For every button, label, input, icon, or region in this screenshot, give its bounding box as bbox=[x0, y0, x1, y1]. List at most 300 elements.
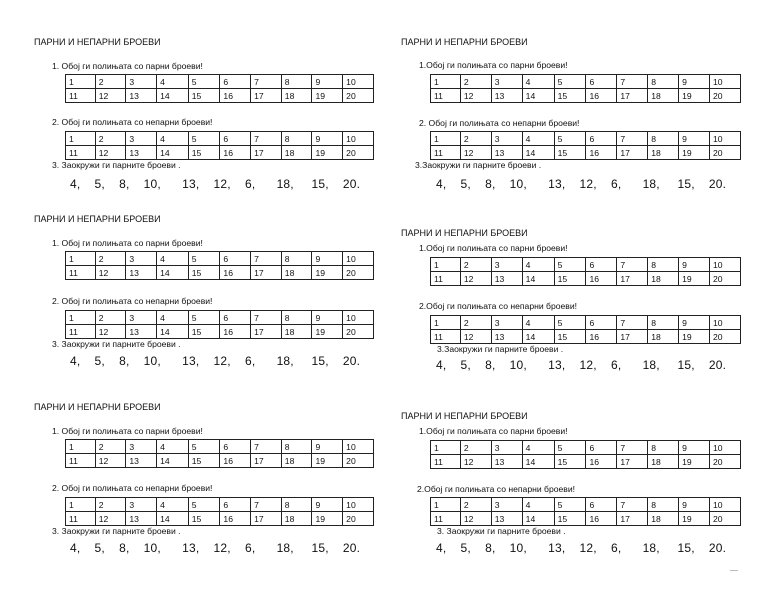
number-cell[interactable]: 8 bbox=[648, 75, 679, 89]
number-cell[interactable]: 11 bbox=[66, 266, 96, 280]
number-cell[interactable]: 19 bbox=[679, 89, 710, 103]
number-table-1 bbox=[65, 251, 374, 280]
worksheet-title: ПАРНИ И НЕПАРНИ БРОЕВИ bbox=[401, 37, 528, 47]
number-cell[interactable]: 5 bbox=[188, 440, 220, 454]
number-cell[interactable]: 12 bbox=[460, 512, 491, 526]
number-cell[interactable]: 3 bbox=[491, 258, 522, 272]
number-cell[interactable]: 12 bbox=[95, 146, 126, 160]
number-table-1 bbox=[65, 74, 374, 103]
number-cell[interactable]: 19 bbox=[312, 454, 343, 468]
scan-mark bbox=[730, 570, 738, 571]
number-cell[interactable]: 1 bbox=[66, 252, 96, 266]
question-3: 3. Заокружи ги парните броеви . bbox=[437, 526, 566, 536]
number-cell[interactable]: 19 bbox=[312, 89, 343, 103]
number-cell[interactable]: 10 bbox=[710, 258, 741, 272]
number-cell[interactable]: 3 bbox=[491, 75, 522, 89]
number-cell[interactable]: 5 bbox=[554, 498, 586, 512]
number-table-2 bbox=[65, 497, 374, 526]
number-cell[interactable]: 9 bbox=[679, 132, 710, 146]
number-cell[interactable]: 7 bbox=[251, 252, 282, 266]
number-cell[interactable]: 19 bbox=[679, 512, 710, 526]
number-cell[interactable]: 1 bbox=[431, 75, 461, 89]
number-cell[interactable]: 9 bbox=[679, 441, 710, 455]
number-cell[interactable]: 4 bbox=[157, 440, 189, 454]
worksheet-left-1 bbox=[34, 37, 374, 217]
number-cell[interactable]: 18 bbox=[648, 330, 679, 344]
number-cell[interactable]: 16 bbox=[586, 146, 617, 160]
number-cell[interactable]: 17 bbox=[617, 455, 648, 469]
number-cell[interactable]: 6 bbox=[220, 440, 251, 454]
table-row bbox=[66, 498, 374, 512]
number-cell[interactable]: 9 bbox=[679, 75, 710, 89]
table-row bbox=[66, 440, 374, 454]
number-cell[interactable]: 15 bbox=[554, 330, 586, 344]
number-cell[interactable]: 12 bbox=[460, 455, 491, 469]
number-cell[interactable]: 6 bbox=[586, 316, 617, 330]
number-cell[interactable]: 14 bbox=[522, 455, 554, 469]
number-cell[interactable]: 13 bbox=[491, 89, 522, 103]
number-cell[interactable]: 19 bbox=[679, 272, 710, 286]
table-row bbox=[66, 75, 374, 89]
number-cell[interactable]: 6 bbox=[586, 132, 617, 146]
table-row bbox=[431, 498, 741, 512]
number-cell[interactable]: 18 bbox=[648, 146, 679, 160]
question-1: 1.Обој ги полињата со парни броеви! bbox=[419, 243, 568, 253]
question-1: 1. Обој ги полињата со парни броеви! bbox=[52, 426, 203, 436]
number-cell[interactable]: 16 bbox=[220, 325, 251, 339]
number-cell[interactable]: 16 bbox=[220, 146, 251, 160]
table-row bbox=[66, 325, 374, 339]
number-cell[interactable]: 16 bbox=[220, 266, 251, 280]
table-row bbox=[431, 512, 741, 526]
number-cell[interactable]: 7 bbox=[617, 75, 648, 89]
number-cell[interactable]: 11 bbox=[66, 89, 96, 103]
worksheet-right-2 bbox=[401, 228, 741, 408]
number-cell[interactable]: 20 bbox=[710, 330, 741, 344]
number-cell[interactable]: 4 bbox=[522, 316, 554, 330]
number-cell[interactable]: 20 bbox=[710, 146, 741, 160]
number-cell[interactable]: 9 bbox=[679, 498, 710, 512]
table-row bbox=[431, 441, 741, 455]
number-cell[interactable]: 3 bbox=[491, 132, 522, 146]
number-cell[interactable]: 2 bbox=[460, 258, 491, 272]
number-cell[interactable]: 4 bbox=[157, 132, 189, 146]
number-cell[interactable]: 16 bbox=[586, 272, 617, 286]
number-cell[interactable]: 14 bbox=[522, 89, 554, 103]
number-cell[interactable]: 20 bbox=[710, 455, 741, 469]
number-cell[interactable]: 9 bbox=[312, 311, 343, 325]
question-2: 2.Обој ги полињата со непарни броеви! bbox=[417, 484, 576, 494]
number-cell[interactable]: 17 bbox=[617, 330, 648, 344]
number-cell[interactable]: 18 bbox=[648, 89, 679, 103]
number-cell[interactable]: 4 bbox=[522, 132, 554, 146]
worksheet-title: ПАРНИ И НЕПАРНИ БРОЕВИ bbox=[34, 402, 161, 412]
number-cell[interactable]: 10 bbox=[343, 311, 374, 325]
number-cell[interactable]: 20 bbox=[343, 146, 374, 160]
number-cell[interactable]: 14 bbox=[522, 512, 554, 526]
number-cell[interactable]: 1 bbox=[66, 132, 96, 146]
number-cell[interactable]: 2 bbox=[460, 441, 491, 455]
question-2: 2. Обој ги полињата со непарни броеви! bbox=[419, 118, 580, 128]
number-cell[interactable]: 6 bbox=[586, 441, 617, 455]
number-cell[interactable]: 18 bbox=[281, 89, 312, 103]
number-cell[interactable]: 6 bbox=[586, 498, 617, 512]
question-2: 2. Обој ги полињата со непарни броеви! bbox=[52, 117, 213, 127]
number-list: 4, 5, 8, 10, 13, 12, 6, 18, 15, 20. bbox=[70, 177, 361, 191]
number-cell[interactable]: 8 bbox=[281, 498, 312, 512]
number-cell[interactable]: 19 bbox=[312, 512, 343, 526]
number-cell[interactable]: 3 bbox=[491, 498, 522, 512]
number-cell[interactable]: 15 bbox=[554, 455, 586, 469]
table-row bbox=[431, 132, 741, 146]
number-cell[interactable]: 17 bbox=[617, 272, 648, 286]
number-cell[interactable]: 5 bbox=[554, 441, 586, 455]
number-cell[interactable]: 7 bbox=[617, 441, 648, 455]
number-cell[interactable]: 18 bbox=[281, 325, 312, 339]
question-1: 1. Обој ги полињата со парни броеви! bbox=[52, 61, 203, 71]
number-cell[interactable]: 8 bbox=[648, 498, 679, 512]
table-row bbox=[431, 89, 741, 103]
table-row bbox=[431, 330, 741, 344]
table-row bbox=[66, 266, 374, 280]
number-cell[interactable]: 7 bbox=[251, 132, 282, 146]
worksheet-title: ПАРНИ И НЕПАРНИ БРОЕВИ bbox=[34, 214, 161, 224]
number-cell[interactable]: 14 bbox=[157, 89, 189, 103]
number-cell[interactable]: 7 bbox=[251, 75, 282, 89]
number-cell[interactable]: 12 bbox=[460, 272, 491, 286]
number-cell[interactable]: 16 bbox=[586, 455, 617, 469]
number-cell[interactable]: 13 bbox=[491, 330, 522, 344]
worksheet-right-3 bbox=[401, 411, 741, 591]
table-row bbox=[431, 146, 741, 160]
number-cell[interactable]: 16 bbox=[586, 512, 617, 526]
number-cell[interactable]: 20 bbox=[710, 89, 741, 103]
number-cell[interactable]: 13 bbox=[491, 146, 522, 160]
number-cell[interactable]: 10 bbox=[343, 75, 374, 89]
number-cell[interactable]: 12 bbox=[95, 512, 126, 526]
number-cell[interactable]: 14 bbox=[522, 146, 554, 160]
number-cell[interactable]: 4 bbox=[522, 75, 554, 89]
number-cell[interactable]: 3 bbox=[491, 441, 522, 455]
number-cell[interactable]: 17 bbox=[251, 512, 282, 526]
number-cell[interactable]: 1 bbox=[431, 132, 461, 146]
number-cell[interactable]: 13 bbox=[126, 146, 157, 160]
number-cell[interactable]: 19 bbox=[312, 325, 343, 339]
number-cell[interactable]: 11 bbox=[66, 146, 96, 160]
number-cell[interactable]: 19 bbox=[679, 146, 710, 160]
number-cell[interactable]: 1 bbox=[431, 316, 461, 330]
number-cell[interactable]: 7 bbox=[617, 316, 648, 330]
number-cell[interactable]: 14 bbox=[157, 266, 189, 280]
number-cell[interactable]: 14 bbox=[157, 454, 189, 468]
number-cell[interactable]: 17 bbox=[251, 454, 282, 468]
number-cell[interactable]: 2 bbox=[460, 75, 491, 89]
number-cell[interactable]: 7 bbox=[617, 258, 648, 272]
question-2: 2. Обој ги полињата со непарни броеви! bbox=[52, 296, 213, 306]
number-cell[interactable]: 9 bbox=[312, 498, 343, 512]
number-cell[interactable]: 10 bbox=[710, 498, 741, 512]
number-cell[interactable]: 1 bbox=[66, 75, 96, 89]
number-cell[interactable]: 17 bbox=[617, 89, 648, 103]
number-cell[interactable]: 20 bbox=[343, 266, 374, 280]
number-cell[interactable]: 20 bbox=[343, 454, 374, 468]
number-cell[interactable]: 7 bbox=[251, 440, 282, 454]
number-cell[interactable]: 13 bbox=[126, 325, 157, 339]
number-cell[interactable]: 15 bbox=[188, 325, 220, 339]
question-1: 1.Обој ги полињата со парни броеви! bbox=[419, 60, 568, 70]
number-cell[interactable]: 18 bbox=[281, 146, 312, 160]
number-cell[interactable]: 11 bbox=[431, 89, 461, 103]
number-cell[interactable]: 6 bbox=[220, 252, 251, 266]
number-cell[interactable]: 15 bbox=[188, 89, 220, 103]
number-cell[interactable]: 5 bbox=[188, 311, 220, 325]
number-cell[interactable]: 12 bbox=[460, 330, 491, 344]
number-cell[interactable]: 5 bbox=[188, 75, 220, 89]
number-cell[interactable]: 3 bbox=[126, 440, 157, 454]
number-cell[interactable]: 13 bbox=[126, 454, 157, 468]
number-cell[interactable]: 9 bbox=[312, 75, 343, 89]
number-cell[interactable]: 8 bbox=[648, 316, 679, 330]
number-cell[interactable]: 13 bbox=[126, 89, 157, 103]
number-cell[interactable]: 12 bbox=[460, 89, 491, 103]
number-cell[interactable]: 2 bbox=[460, 132, 491, 146]
number-cell[interactable]: 15 bbox=[554, 89, 586, 103]
number-cell[interactable]: 10 bbox=[343, 252, 374, 266]
number-cell[interactable]: 8 bbox=[648, 132, 679, 146]
number-cell[interactable]: 19 bbox=[679, 330, 710, 344]
number-cell[interactable]: 12 bbox=[95, 89, 126, 103]
number-table-1 bbox=[430, 74, 741, 103]
number-cell[interactable]: 6 bbox=[586, 258, 617, 272]
number-cell[interactable]: 3 bbox=[126, 75, 157, 89]
number-cell[interactable]: 4 bbox=[522, 498, 554, 512]
number-table-2 bbox=[65, 131, 374, 160]
worksheet-title: ПАРНИ И НЕПАРНИ БРОЕВИ bbox=[34, 37, 161, 47]
number-cell[interactable]: 18 bbox=[648, 512, 679, 526]
number-cell[interactable]: 5 bbox=[188, 252, 220, 266]
number-cell[interactable]: 2 bbox=[95, 132, 126, 146]
number-cell[interactable]: 6 bbox=[220, 311, 251, 325]
worksheet-right-1 bbox=[401, 37, 741, 217]
number-cell[interactable]: 2 bbox=[460, 498, 491, 512]
number-cell[interactable]: 4 bbox=[522, 258, 554, 272]
number-cell[interactable]: 3 bbox=[126, 311, 157, 325]
table-row bbox=[431, 455, 741, 469]
number-cell[interactable]: 5 bbox=[554, 132, 586, 146]
number-cell[interactable]: 2 bbox=[460, 316, 491, 330]
number-cell[interactable]: 8 bbox=[648, 258, 679, 272]
question-3: 3. Заокружи ги парните броеви . bbox=[52, 339, 181, 349]
number-cell[interactable]: 9 bbox=[679, 258, 710, 272]
number-cell[interactable]: 13 bbox=[126, 512, 157, 526]
question-3: 3. Заокружи ги парните броеви . bbox=[52, 160, 181, 170]
number-cell[interactable]: 15 bbox=[188, 454, 220, 468]
table-row bbox=[431, 316, 741, 330]
number-cell[interactable]: 6 bbox=[220, 132, 251, 146]
worksheet-title: ПАРНИ И НЕПАРНИ БРОЕВИ bbox=[401, 228, 528, 238]
number-cell[interactable]: 20 bbox=[343, 325, 374, 339]
number-cell[interactable]: 4 bbox=[157, 498, 189, 512]
table-row bbox=[431, 258, 741, 272]
number-cell[interactable]: 2 bbox=[95, 498, 126, 512]
number-cell[interactable]: 17 bbox=[617, 512, 648, 526]
number-cell[interactable]: 18 bbox=[281, 266, 312, 280]
number-table-1 bbox=[430, 440, 741, 469]
question-2: 2.Обој ги полињата со непарни броеви! bbox=[419, 301, 578, 311]
number-cell[interactable]: 17 bbox=[251, 89, 282, 103]
number-cell[interactable]: 15 bbox=[188, 146, 220, 160]
number-cell[interactable]: 20 bbox=[710, 272, 741, 286]
number-cell[interactable]: 16 bbox=[220, 89, 251, 103]
number-cell[interactable]: 10 bbox=[343, 132, 374, 146]
number-cell[interactable]: 17 bbox=[251, 266, 282, 280]
number-cell[interactable]: 9 bbox=[679, 316, 710, 330]
number-cell[interactable]: 17 bbox=[251, 325, 282, 339]
number-cell[interactable]: 5 bbox=[188, 132, 220, 146]
table-row bbox=[66, 89, 374, 103]
worksheet-left-3 bbox=[34, 402, 374, 582]
worksheet-left-2 bbox=[34, 214, 374, 394]
number-cell[interactable]: 1 bbox=[66, 498, 96, 512]
number-cell[interactable]: 10 bbox=[710, 441, 741, 455]
number-cell[interactable]: 6 bbox=[586, 75, 617, 89]
number-cell[interactable]: 1 bbox=[431, 258, 461, 272]
number-list: 4, 5, 8, 10, 13, 12, 6, 18, 15, 20. bbox=[436, 177, 727, 191]
number-list: 4, 5, 8, 10, 13, 12, 6, 18, 15, 20. bbox=[436, 358, 727, 372]
number-table-2 bbox=[430, 497, 741, 526]
number-cell[interactable]: 5 bbox=[554, 316, 586, 330]
number-cell[interactable]: 11 bbox=[431, 512, 461, 526]
number-cell[interactable]: 18 bbox=[281, 454, 312, 468]
number-cell[interactable]: 8 bbox=[281, 252, 312, 266]
number-cell[interactable]: 5 bbox=[554, 258, 586, 272]
table-row bbox=[66, 454, 374, 468]
number-cell[interactable]: 8 bbox=[281, 311, 312, 325]
number-cell[interactable]: 12 bbox=[95, 454, 126, 468]
number-cell[interactable]: 6 bbox=[220, 498, 251, 512]
number-cell[interactable]: 11 bbox=[431, 146, 461, 160]
number-cell[interactable]: 10 bbox=[710, 75, 741, 89]
number-cell[interactable]: 14 bbox=[522, 272, 554, 286]
number-cell[interactable]: 12 bbox=[95, 266, 126, 280]
number-cell[interactable]: 16 bbox=[586, 89, 617, 103]
number-cell[interactable]: 18 bbox=[648, 455, 679, 469]
question-3: 3. Заокружи ги парните броеви . bbox=[52, 526, 181, 536]
number-cell[interactable]: 18 bbox=[648, 272, 679, 286]
number-cell[interactable]: 11 bbox=[66, 454, 96, 468]
number-table-1 bbox=[65, 439, 374, 468]
number-cell[interactable]: 19 bbox=[312, 146, 343, 160]
number-cell[interactable]: 9 bbox=[312, 252, 343, 266]
number-cell[interactable]: 19 bbox=[312, 266, 343, 280]
number-cell[interactable]: 7 bbox=[251, 498, 282, 512]
number-cell[interactable]: 7 bbox=[617, 498, 648, 512]
number-cell[interactable]: 10 bbox=[710, 132, 741, 146]
number-cell[interactable]: 8 bbox=[281, 75, 312, 89]
number-cell[interactable]: 1 bbox=[66, 440, 96, 454]
number-cell[interactable]: 10 bbox=[710, 316, 741, 330]
number-cell[interactable]: 3 bbox=[126, 132, 157, 146]
number-cell[interactable]: 13 bbox=[491, 272, 522, 286]
number-cell[interactable]: 20 bbox=[710, 512, 741, 526]
number-cell[interactable]: 8 bbox=[648, 441, 679, 455]
number-cell[interactable]: 2 bbox=[95, 440, 126, 454]
number-cell[interactable]: 13 bbox=[491, 455, 522, 469]
number-cell[interactable]: 1 bbox=[431, 441, 461, 455]
number-cell[interactable]: 13 bbox=[491, 512, 522, 526]
question-2: 2. Обој ги полињата со непарни броеви! bbox=[52, 483, 213, 493]
number-cell[interactable]: 17 bbox=[251, 146, 282, 160]
number-cell[interactable]: 11 bbox=[66, 512, 96, 526]
number-cell[interactable]: 9 bbox=[312, 132, 343, 146]
number-cell[interactable]: 20 bbox=[343, 89, 374, 103]
number-cell[interactable]: 7 bbox=[617, 132, 648, 146]
table-row bbox=[66, 146, 374, 160]
number-cell[interactable]: 14 bbox=[522, 330, 554, 344]
number-cell[interactable]: 8 bbox=[281, 132, 312, 146]
number-cell[interactable]: 14 bbox=[157, 146, 189, 160]
table-row bbox=[66, 132, 374, 146]
number-cell[interactable]: 10 bbox=[343, 440, 374, 454]
number-cell[interactable]: 11 bbox=[431, 455, 461, 469]
number-cell[interactable]: 15 bbox=[554, 512, 586, 526]
number-cell[interactable]: 2 bbox=[95, 75, 126, 89]
number-cell[interactable]: 11 bbox=[66, 325, 96, 339]
number-cell[interactable]: 8 bbox=[281, 440, 312, 454]
number-cell[interactable]: 12 bbox=[460, 146, 491, 160]
number-cell[interactable]: 19 bbox=[679, 455, 710, 469]
number-cell[interactable]: 20 bbox=[343, 512, 374, 526]
number-cell[interactable]: 2 bbox=[95, 311, 126, 325]
number-cell[interactable]: 15 bbox=[188, 266, 220, 280]
number-cell[interactable]: 3 bbox=[126, 498, 157, 512]
number-cell[interactable]: 15 bbox=[188, 512, 220, 526]
number-cell[interactable]: 1 bbox=[66, 311, 96, 325]
number-cell[interactable]: 16 bbox=[220, 454, 251, 468]
number-cell[interactable]: 14 bbox=[157, 325, 189, 339]
number-cell[interactable]: 5 bbox=[188, 498, 220, 512]
number-cell[interactable]: 15 bbox=[554, 146, 586, 160]
number-cell[interactable]: 4 bbox=[157, 311, 189, 325]
number-cell[interactable]: 11 bbox=[431, 272, 461, 286]
number-cell[interactable]: 16 bbox=[586, 330, 617, 344]
number-cell[interactable]: 3 bbox=[126, 252, 157, 266]
number-cell[interactable]: 9 bbox=[312, 440, 343, 454]
number-cell[interactable]: 17 bbox=[617, 146, 648, 160]
number-cell[interactable]: 3 bbox=[491, 316, 522, 330]
number-cell[interactable]: 12 bbox=[95, 325, 126, 339]
number-cell[interactable]: 11 bbox=[431, 330, 461, 344]
table-row bbox=[431, 272, 741, 286]
number-cell[interactable]: 4 bbox=[157, 75, 189, 89]
number-cell[interactable]: 18 bbox=[281, 512, 312, 526]
number-cell[interactable]: 13 bbox=[126, 266, 157, 280]
number-cell[interactable]: 14 bbox=[157, 512, 189, 526]
number-cell[interactable]: 4 bbox=[522, 441, 554, 455]
number-cell[interactable]: 5 bbox=[554, 75, 586, 89]
number-cell[interactable]: 1 bbox=[431, 498, 461, 512]
number-cell[interactable]: 4 bbox=[157, 252, 189, 266]
number-table-2 bbox=[430, 131, 741, 160]
number-cell[interactable]: 10 bbox=[343, 498, 374, 512]
number-cell[interactable]: 15 bbox=[554, 272, 586, 286]
table-row bbox=[66, 252, 374, 266]
number-cell[interactable]: 16 bbox=[220, 512, 251, 526]
question-1: 1. Обој ги полињата со парни броеви! bbox=[52, 238, 203, 248]
number-cell[interactable]: 7 bbox=[251, 311, 282, 325]
number-cell[interactable]: 2 bbox=[95, 252, 126, 266]
number-cell[interactable]: 6 bbox=[220, 75, 251, 89]
